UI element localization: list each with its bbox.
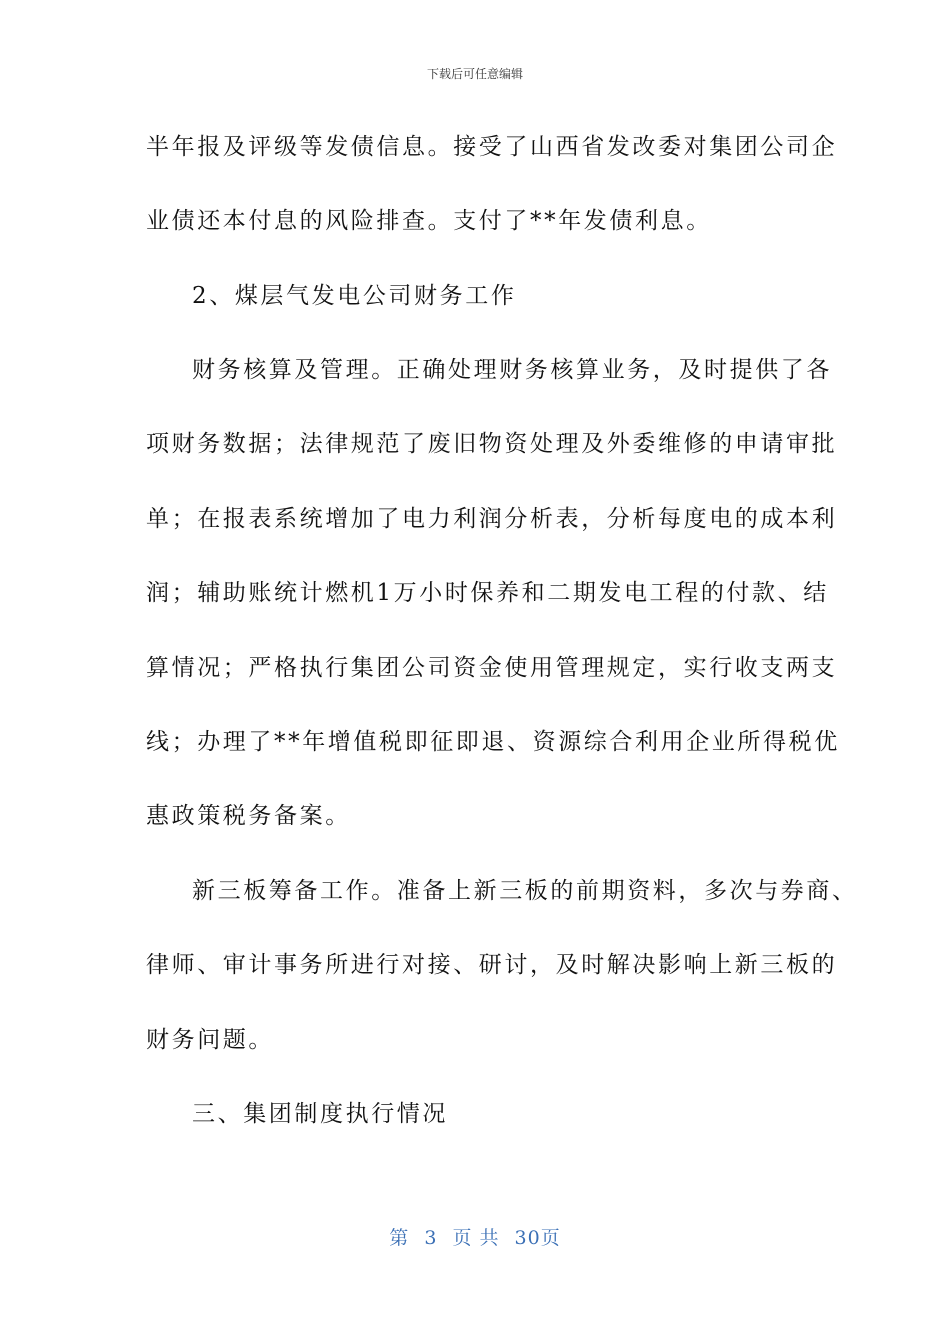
body-line-11: 新三板筹备工作。准备上新三板的前期资料，多次与券商、 bbox=[192, 878, 858, 904]
body-line-2: 业债还本付息的风险排查。支付了**年发债利息。 bbox=[146, 208, 712, 234]
footer-prefix: 第 bbox=[389, 1227, 410, 1249]
body-line-12: 律师、审计事务所进行对接、研讨，及时解决影响上新三板的 bbox=[146, 952, 838, 978]
body-line-9: 线；办理了**年增值税即征即退、资源综合利用企业所得税优 bbox=[146, 729, 840, 755]
body-line-6: 单；在报表系统增加了电力利润分析表，分析每度电的成本利 bbox=[146, 506, 838, 532]
page-footer bbox=[0, 1226, 950, 1250]
footer-total-pages: 30页 bbox=[514, 1227, 561, 1249]
body-line-8: 算情况；严格执行集团公司资金使用管理规定，实行收支两支 bbox=[146, 655, 838, 681]
body-line-5: 项财务数据；法律规范了废旧物资处理及外委维修的申请审批 bbox=[146, 431, 838, 457]
body-line-7: 润；辅助账统计燃机1万小时保养和二期发电工程的付款、结 bbox=[146, 580, 829, 606]
section-heading-power-company: 2、煤层气发电公司财务工作 bbox=[192, 283, 517, 309]
body-line-13: 财务问题。 bbox=[146, 1027, 274, 1053]
body-line-10: 惠政策税务备案。 bbox=[146, 803, 351, 829]
section-heading-group-rules: 三、集团制度执行情况 bbox=[192, 1101, 448, 1127]
page-header: 下载后可任意编辑 bbox=[426, 67, 523, 81]
body-line-1: 半年报及评级等发债信息。接受了山西省发改委对集团公司企 bbox=[146, 134, 838, 160]
footer-page-number: 3 bbox=[424, 1227, 438, 1249]
footer-middle: 页 共 bbox=[452, 1227, 500, 1249]
body-line-4: 财务核算及管理。正确处理财务核算业务，及时提供了各 bbox=[192, 357, 832, 383]
